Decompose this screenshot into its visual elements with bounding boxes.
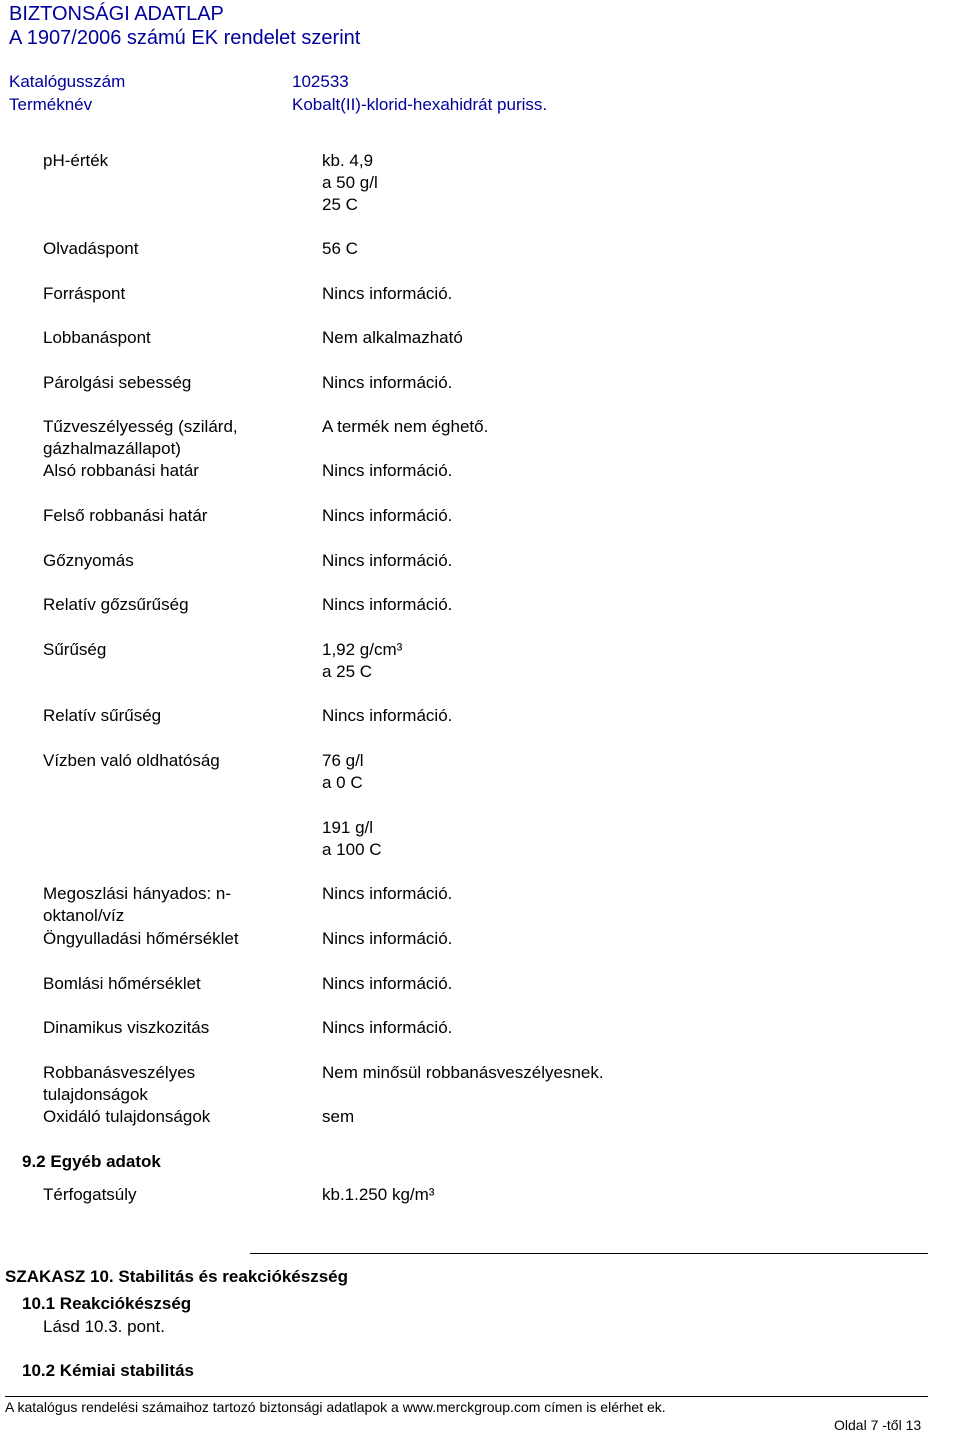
page-number: Oldal 7 -től 13	[834, 1417, 922, 1433]
footer-note: A katalógus rendelési számaihoz tartozó biztonsági adatlapok a www.merckgroup.com címen is elérhet ek.	[5, 1399, 666, 1415]
property-label: Tűzveszélyesség (szilárd, gázhalmazállapot)	[43, 417, 238, 458]
bulk-density-label: Térfogatsúly	[43, 1185, 137, 1204]
regulation-subtitle: A 1907/2006 számú EK rendelet szerint	[9, 27, 361, 49]
property-value: Nincs információ.	[322, 1018, 453, 1037]
property-value: Nem alkalmazható	[322, 328, 463, 347]
catalog-value: 102533	[292, 72, 349, 91]
property-value: Nincs információ.	[322, 706, 453, 725]
section-divider	[250, 1253, 928, 1254]
section-10-1-text: Lásd 10.3. pont.	[43, 1317, 165, 1336]
property-value: 76 g/l	[322, 751, 364, 770]
section-9-2-heading: 9.2 Egyéb adatok	[22, 1152, 161, 1171]
property-label: Gőznyomás	[43, 551, 134, 570]
property-label: Párolgási sebesség	[43, 373, 192, 392]
property-label: Megoszlási hányados: n-oktanol/víz	[43, 884, 232, 925]
property-label: Robbanásveszélyes tulajdonságok	[43, 1063, 196, 1104]
property-value: 56 C	[322, 239, 358, 258]
property-label: Olvadáspont	[43, 239, 139, 258]
property-label: Felső robbanási határ	[43, 506, 208, 525]
property-label: Sűrűség	[43, 640, 107, 659]
property-label: Bomlási hőmérséklet	[43, 974, 201, 993]
property-label: Vízben való oldhatóság	[43, 751, 220, 770]
property-value: 1,92 g/cm³	[322, 640, 403, 659]
property-label: Relatív gőzsűrűség	[43, 595, 189, 614]
property-value: a 0 C	[322, 773, 363, 792]
property-value: A termék nem éghető.	[322, 417, 489, 436]
catalog-label: Katalógusszám	[9, 72, 126, 91]
property-label: Relatív sűrűség	[43, 706, 162, 725]
property-value: 25 C	[322, 195, 358, 214]
section-10-2-heading: 10.2 Kémiai stabilitás	[22, 1361, 194, 1380]
property-label: Forráspont	[43, 284, 126, 303]
property-value: Nincs információ.	[322, 373, 453, 392]
property-value: Nincs információ.	[322, 461, 453, 480]
property-value: a 100 C	[322, 840, 382, 859]
product-value: Kobalt(II)-klorid-hexahidrát puriss.	[292, 95, 548, 114]
property-value: a 50 g/l	[322, 173, 378, 192]
property-value: Nincs információ.	[322, 551, 453, 570]
property-value: Nincs információ.	[322, 506, 453, 525]
product-label: Terméknév	[9, 95, 93, 114]
property-value: Nem minősül robbanásveszélyesnek.	[322, 1063, 604, 1082]
property-value: Nincs információ.	[322, 284, 453, 303]
section-10-heading: SZAKASZ 10. Stabilitás és reakciókészség	[5, 1267, 348, 1286]
property-value: sem	[322, 1107, 355, 1126]
property-label: pH-érték	[43, 151, 109, 170]
property-value: Nincs információ.	[322, 595, 453, 614]
property-value: 191 g/l	[322, 818, 374, 837]
footer-divider	[5, 1396, 928, 1397]
property-label: Dinamikus viszkozitás	[43, 1018, 210, 1037]
property-label: Öngyulladási hőmérséklet	[43, 929, 239, 948]
property-label: Lobbanáspont	[43, 328, 151, 347]
property-value: Nincs információ.	[322, 974, 453, 993]
document-title: BIZTONSÁGI ADATLAP	[9, 3, 224, 25]
property-label: Alsó robbanási határ	[43, 461, 199, 480]
property-value: a 25 C	[322, 662, 373, 681]
property-value: kb. 4,9	[322, 151, 374, 170]
bulk-density-value: kb.1.250 kg/m³	[322, 1185, 435, 1204]
property-value: Nincs információ.	[322, 884, 453, 903]
section-10-1-heading: 10.1 Reakciókészség	[22, 1294, 192, 1313]
property-value: Nincs információ.	[322, 929, 453, 948]
property-label: Oxidáló tulajdonságok	[43, 1107, 211, 1126]
